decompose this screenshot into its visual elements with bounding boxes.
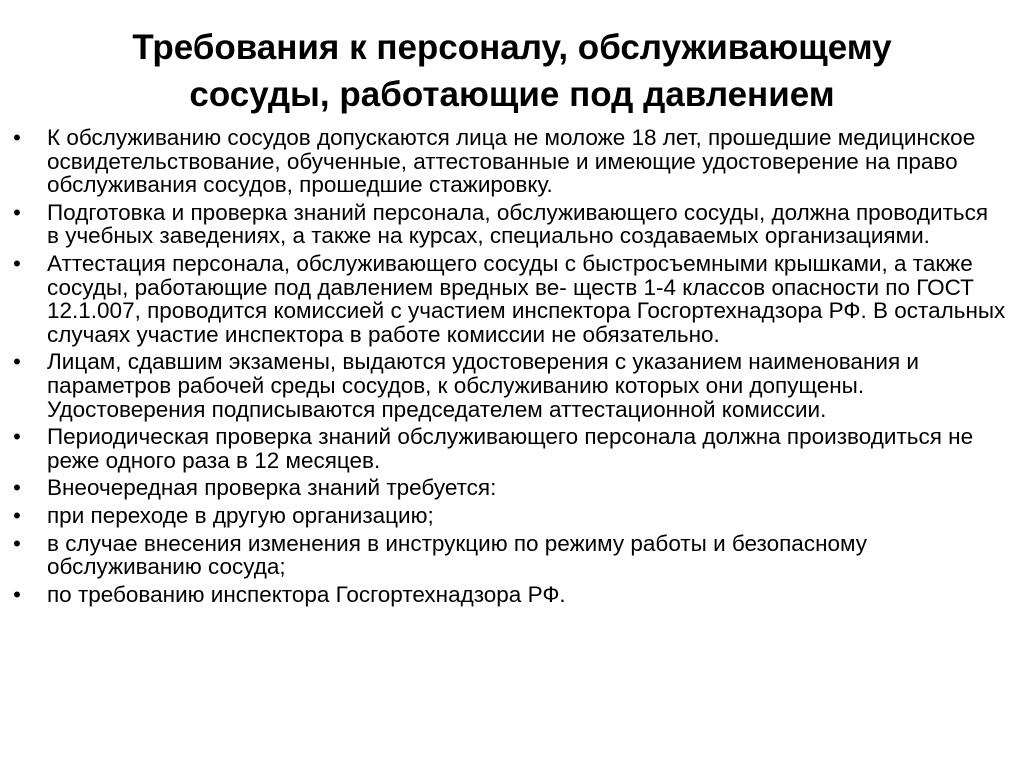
bullet-text: Подготовка и проверка знаний персонала, обслуживающего сосуды, должна проводиться в учебных заведениях, а также на курсах, специально создаваемых организациями. <box>47 199 989 249</box>
bullet-text: при переходе в другую организацию; <box>47 502 434 528</box>
bullet-item <box>0 583 1024 607</box>
bullet-text: К обслуживанию сосудов допускаются лица не моложе 18 лет, прошедшие медицинское освидетельствование, обученные, аттестованные и имеющие удостоверение на право обслуживания сосудов, прошедшие стажировку. <box>47 125 976 198</box>
bullet-dot-icon: • <box>13 250 21 276</box>
bullet-item <box>0 126 1024 197</box>
bullet-item <box>0 201 1024 248</box>
bullet-dot-icon: • <box>13 530 21 556</box>
title-line-1: Требования к персоналу, обслуживающему <box>132 28 892 67</box>
bullet-dot-icon: • <box>13 125 21 150</box>
slide-title <box>0 24 1024 118</box>
bullet-dot-icon: • <box>13 199 21 225</box>
bullet-text: Периодическая проверка знаний обслуживающего персонала должна производиться не реже одного раза в 12 месяцев. <box>47 424 974 473</box>
title-line-2: сосуды, работающие под давлением <box>189 75 835 114</box>
bullet-item <box>0 476 1024 500</box>
bullet-dot-icon: • <box>13 502 21 528</box>
bullet-item <box>0 252 1024 346</box>
bullet-text: Лицам, сдавшим экзамены, выдаются удостоверения с указанием наименования и параметров рабочей среды сосудов, к обслуживанию которых они допущены. Удостоверения подписываются председателем аттестационной комиссии. <box>47 349 919 422</box>
bullet-item <box>0 532 1024 579</box>
bullet-item <box>0 350 1024 421</box>
bullet-item <box>0 425 1024 472</box>
bullet-dot-icon: • <box>13 581 21 607</box>
bullet-text: Аттестация персонала, обслуживающего сосуды с быстросъемными крышками, а также сосуды, работающие под давлением вредных ве- ществ 1-4 классов опасности по ГОСТ 12.1.007, проводится комиссией с участием инспектора Госгортехнадзора РФ. В остальных случаях участие инспектора в работе комиссии не обязательно. <box>47 250 1006 347</box>
bullet-text: Внеочередная проверка знаний требуется: <box>47 475 497 501</box>
bullet-text: по требованию инспектора Госгортехнадзора РФ. <box>47 581 566 607</box>
bullet-list <box>0 126 1024 610</box>
bullet-text: в случае внесения изменения в инструкцию по режиму работы и безопасному обслуживанию сосуда; <box>47 530 867 580</box>
bullet-dot-icon: • <box>13 424 21 450</box>
bullet-item <box>0 504 1024 528</box>
bullet-dot-icon: • <box>13 349 21 375</box>
bullet-dot-icon: • <box>13 475 21 501</box>
